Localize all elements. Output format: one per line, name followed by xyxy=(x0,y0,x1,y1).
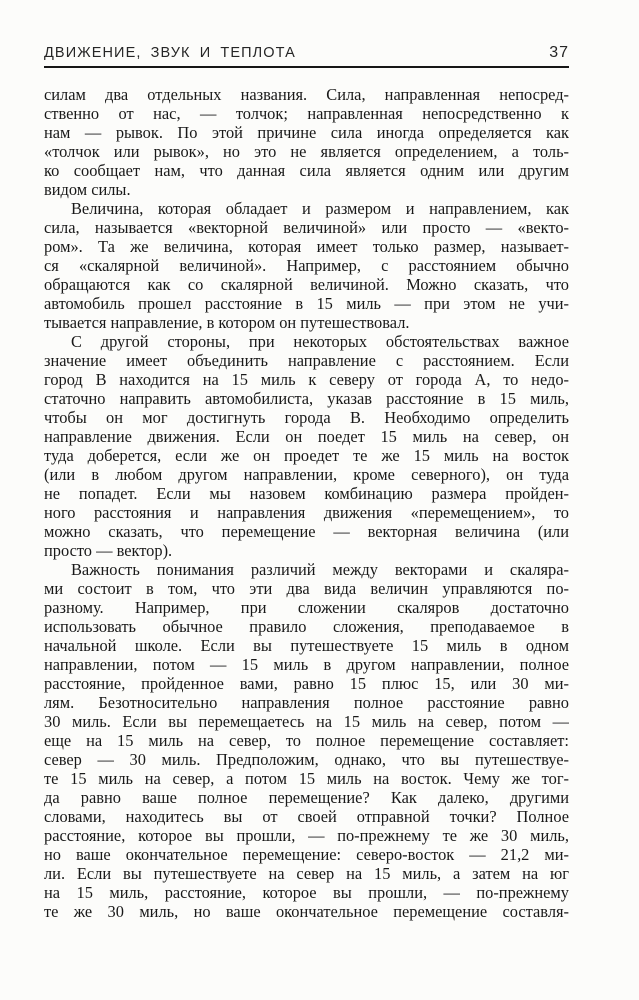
text-line: направление движения. Если он поедет 15 миль на север, он xyxy=(44,427,569,446)
text-line: Величина, которая обладает и размером и направлением, как xyxy=(71,199,569,218)
text-line: видом силы. xyxy=(44,180,131,199)
text-line: ственно от нас, — толчок; направленная непосредственно к xyxy=(44,104,569,123)
text-line: да равно ваше полное перемещение? Как далеко, другими xyxy=(44,788,569,807)
text-line: ного расстояния и направления движения «перемещением», то xyxy=(44,503,569,522)
text-line: ром». Та же величина, которая имеет только размер, называет- xyxy=(44,237,569,256)
text-line: просто — вектор). xyxy=(44,541,173,560)
text-line: использовать обычное правило сложения, преподаваемое в xyxy=(44,617,569,636)
text-line: значение имеет объединить направление с расстоянием. Если xyxy=(44,351,569,370)
text-line: направлении, потом — 15 миль в другом направлении, полное xyxy=(44,655,569,674)
paragraph-2 xyxy=(44,199,569,332)
text-line: тывается направление, в котором он путешествовал. xyxy=(44,313,410,332)
text-line: чтобы он мог достигнуть города В. Необходимо определить xyxy=(44,408,569,427)
text-line: статочно направить автомобилиста, указав расстояние в 15 миль, xyxy=(44,389,569,408)
text-line: ми состоит в том, что эти два вида величин управляются по- xyxy=(44,579,569,598)
text-line: сила, называется «векторной величиной» или просто — «векто- xyxy=(44,218,569,237)
running-title: ДВИЖЕНИЕ, ЗВУК И ТЕПЛОТА xyxy=(44,45,296,61)
text-line: те 15 миль на север, а потом 15 миль на восток. Чему же тог- xyxy=(44,769,569,788)
text-line: туда доберется, если же он проедет те же 15 миль на восток xyxy=(44,446,569,465)
text-line: словами, находитесь вы от своей отправной точки? Полное xyxy=(44,807,569,826)
text-line: 30 миль. Если вы перемещаетесь на 15 миль на север, потом — xyxy=(44,712,569,731)
text-line: ко сообщает нам, что данная сила является одним или другим xyxy=(44,161,569,180)
page-header xyxy=(44,44,569,62)
text-line: север — 30 миль. Предположим, однако, что вы путешествуе- xyxy=(44,750,569,769)
text-line: еще на 15 миль на север, то полное перемещение составляет: xyxy=(44,731,569,750)
text-line: начальной школе. Если вы путешествуете 15 миль в одном xyxy=(44,636,569,655)
text-line: разному. Например, при сложении скаляров достаточно xyxy=(44,598,569,617)
text-line: город В находится на 15 миль к северу от города А, то недо- xyxy=(44,370,569,389)
paragraph-3 xyxy=(44,332,569,560)
text-line: (или в любом другом направлении, кроме северного), он туда xyxy=(44,465,569,484)
text-line: лям. Безотносительно направления полное расстояние равно xyxy=(44,693,569,712)
text-line: обращаются как со скалярной величиной. Можно сказать, что xyxy=(44,275,569,294)
text-line: расстояние, пройденное вами, равно 15 плюс 15, или 30 ми- xyxy=(44,674,569,693)
text-line: не попадет. Если мы назовем комбинацию размера пройден- xyxy=(44,484,569,503)
text-line: ли. Если вы путешествуете на север на 15 миль, а затем на юг xyxy=(44,864,569,883)
text-line: нам — рывок. По этой причине сила иногда определяется как xyxy=(44,123,569,142)
text-line: расстояние, которое вы прошли, — по-прежнему те же 30 миль, xyxy=(44,826,569,845)
text-line: силам два отдельных названия. Сила, направленная непосред- xyxy=(44,85,569,104)
text-line: те же 30 миль, но ваше окончательное перемещение составля- xyxy=(44,902,569,921)
paragraph-4 xyxy=(44,560,569,921)
text-line: ся «скалярной величиной». Например, с расстоянием обычно xyxy=(44,256,569,275)
text-line: но ваше окончательное перемещение: северо-восток — 21,2 ми- xyxy=(44,845,569,864)
body-text xyxy=(44,85,569,921)
text-line: можно сказать, что перемещение — векторная величина (или xyxy=(44,522,569,541)
text-line: автомобиль прошел расстояние в 15 миль — при этом не учи- xyxy=(44,294,569,313)
text-line: на 15 миль, расстояние, которое вы прошли, — по-прежнему xyxy=(44,883,569,902)
text-line: Важность понимания различий между векторами и скаляра- xyxy=(71,560,569,579)
text-line: «толчок или рывок», но это не является определением, а толь- xyxy=(44,142,569,161)
paragraph-1 xyxy=(44,85,569,199)
text-line: С другой стороны, при некоторых обстоятельствах важное xyxy=(71,332,569,351)
page-number: 37 xyxy=(549,44,569,61)
header-rule-divider xyxy=(44,66,569,68)
